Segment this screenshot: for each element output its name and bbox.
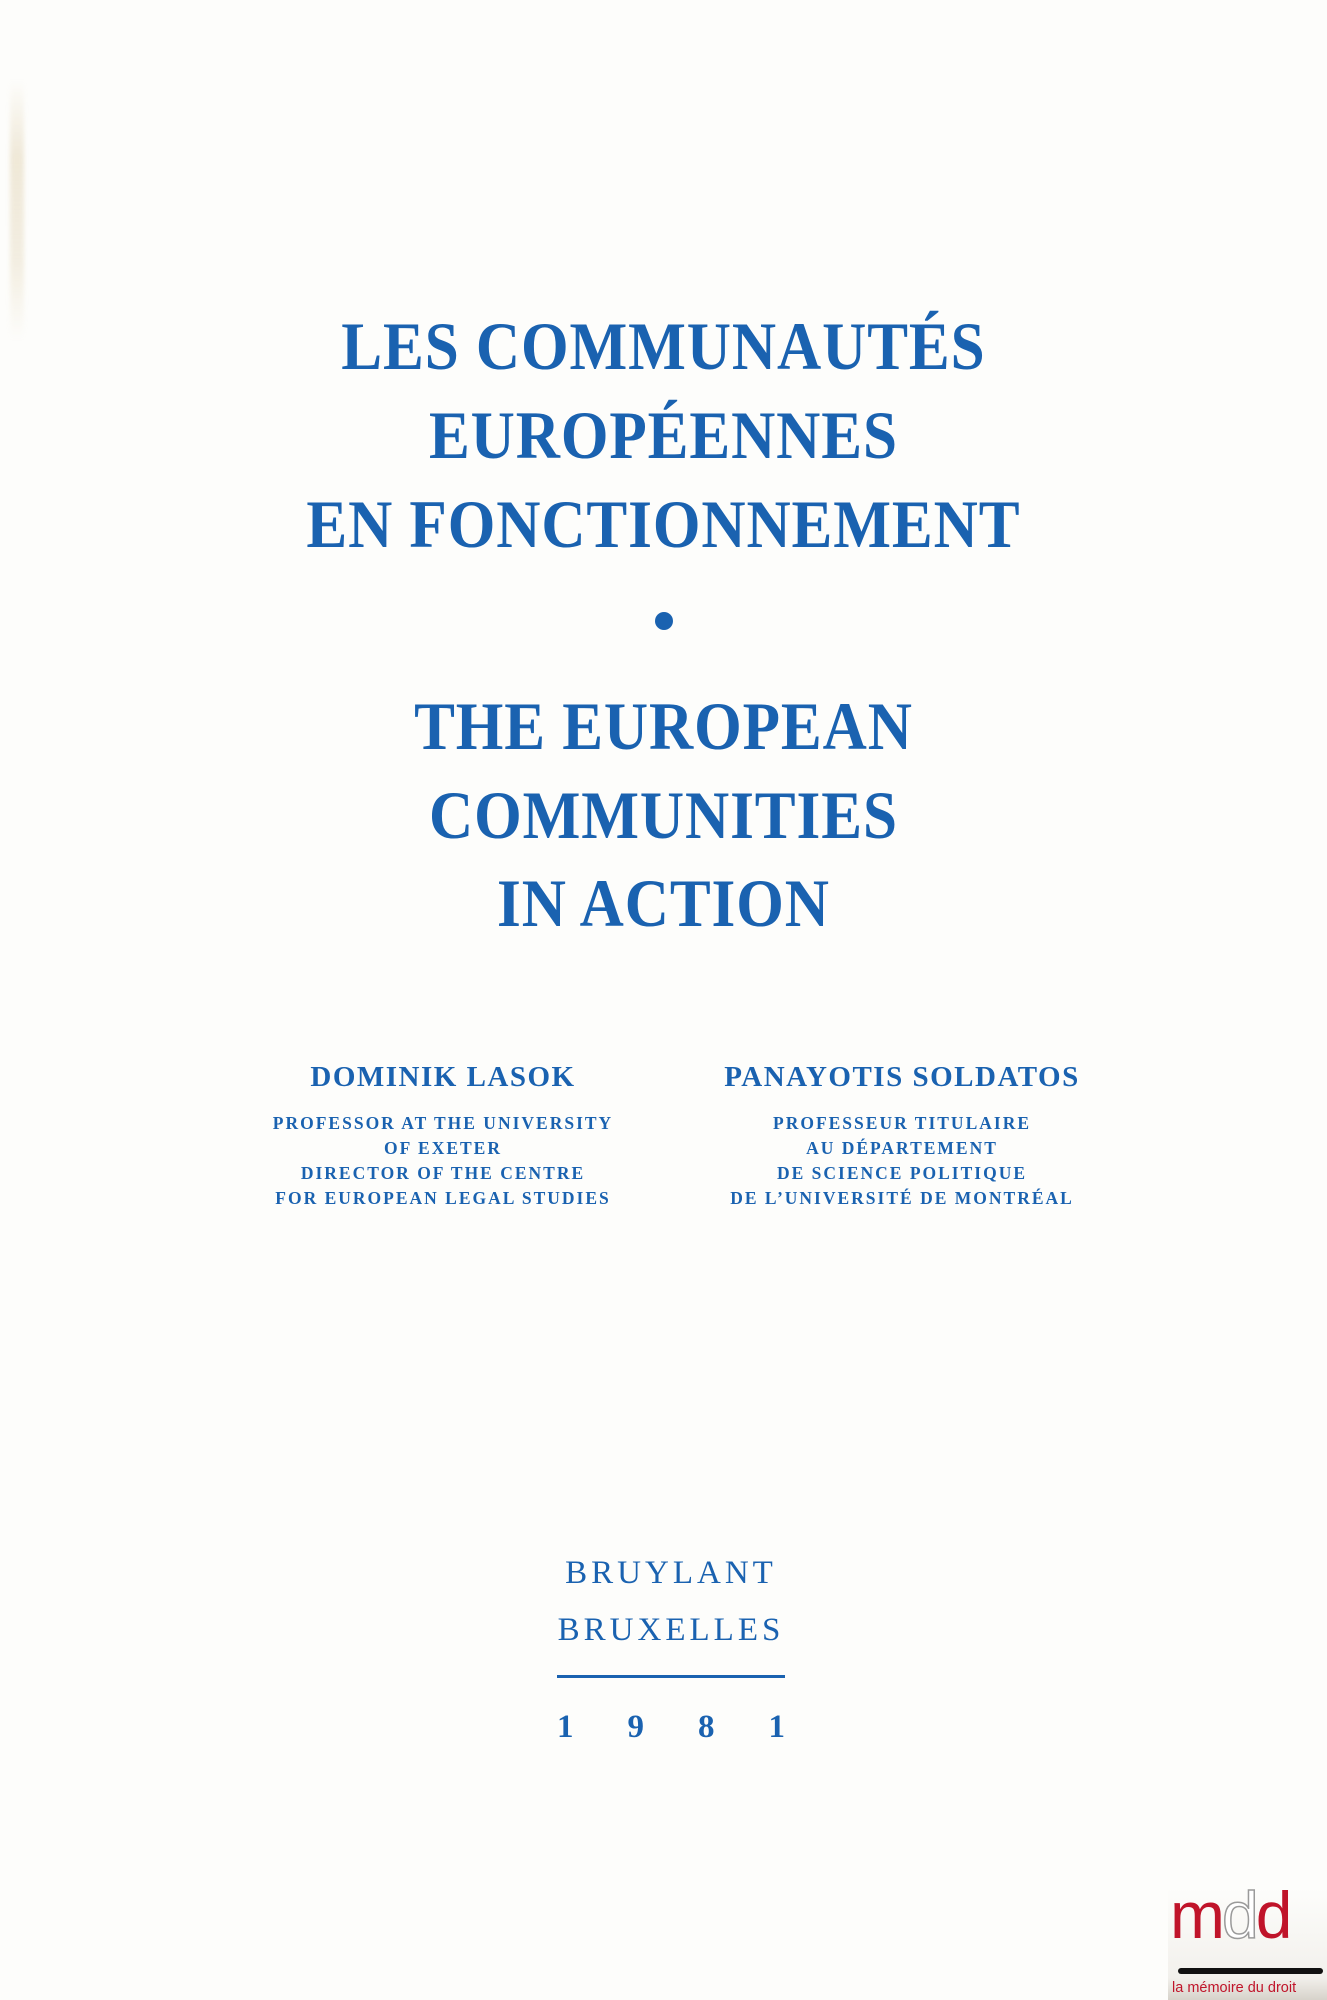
year-digit: 8 [698,1709,715,1745]
author-affiliation-line: DE SCIENCE POLITIQUE [776,1163,1028,1183]
title-fr-line-3: EN FONCTIONNEMENT [306,486,1021,562]
title-fr-line-1: LES COMMUNAUTÉS [341,308,986,384]
author-soldatos [692,1062,1112,1211]
author-affiliation-line: AU DÉPARTEMENT [806,1138,998,1158]
author-affiliation-line: PROFESSOR AT THE UNIVERSITY [272,1113,614,1133]
mdd-logo-mark-icon [1170,1878,1290,1952]
year-digit: 9 [627,1709,644,1745]
author-name: DOMINIK LASOK [310,1061,576,1093]
title-fr-line-2: EUROPÉENNES [428,397,898,473]
spine-wear [10,80,24,340]
author-affiliation-line: OF EXETER [384,1138,502,1158]
author-affiliation-line: PROFESSEUR TITULAIRE [773,1113,1031,1133]
title-en-line-2: COMMUNITIES [428,777,898,853]
logo-letter-d-outline: d [1221,1878,1256,1952]
logo-bar [1178,1968,1323,1974]
title-en-line-3: IN ACTION [497,865,830,941]
title-en-line-1: THE EUROPEAN [414,688,913,764]
publisher-rule [557,1675,785,1678]
author-affiliation-line: FOR EUROPEAN LEGAL STUDIES [275,1188,611,1208]
publisher-name: BRUYLANT [565,1555,777,1591]
year-digit: 1 [557,1709,574,1745]
year-digit: 1 [768,1709,785,1745]
author-affiliation-line: DE L’UNIVERSITÉ DE MONTRÉAL [730,1188,1074,1208]
logo-letter-d: d [1255,1878,1290,1952]
mdd-logo [1168,1878,1327,2000]
logo-letter-m: m [1170,1878,1222,1952]
author-name: PANAYOTIS SOLDATOS [724,1061,1080,1093]
publication-year [557,1710,785,1744]
author-affiliation-line: DIRECTOR OF THE CENTRE [300,1163,586,1183]
publisher-city-block [557,1613,785,1647]
publisher-name-block [557,1556,785,1590]
logo-tagline: la mémoire du droit [1172,1980,1297,1996]
publisher-city: BRUXELLES [557,1612,785,1648]
author-lasok [243,1062,643,1211]
bullet-separator-icon [655,612,673,630]
